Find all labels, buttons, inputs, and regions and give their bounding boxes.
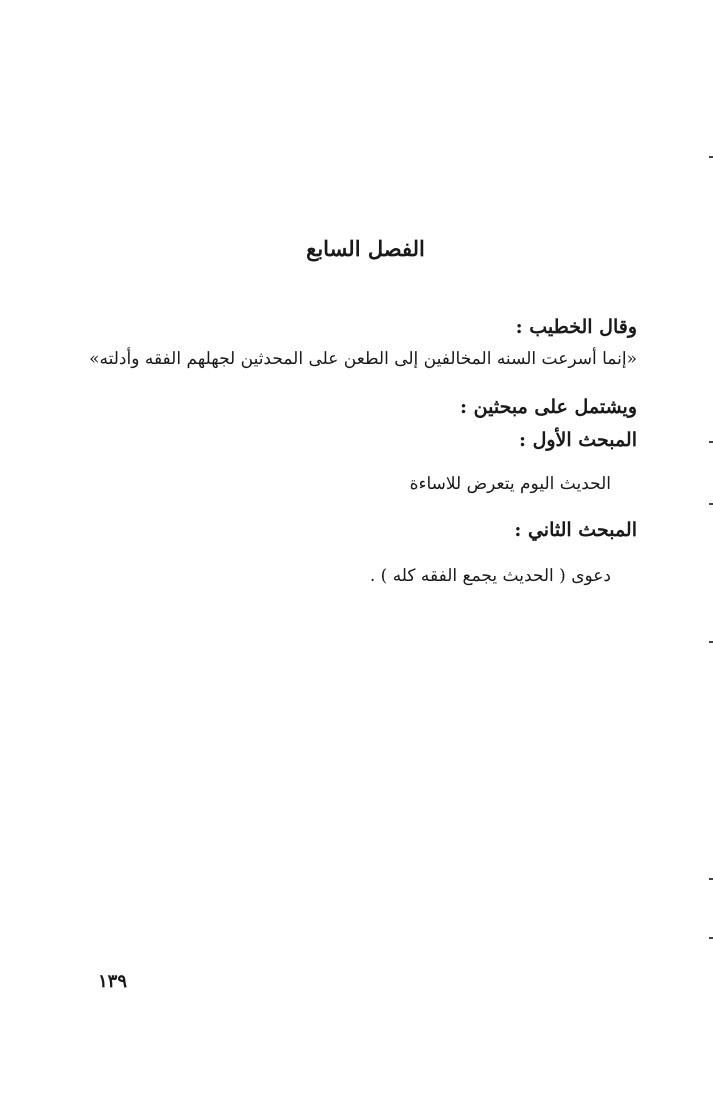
page-number: ١٣٩ xyxy=(98,971,128,992)
section-two-heading: المبحث الثاني : xyxy=(514,519,637,541)
scan-edge-mark xyxy=(709,441,713,443)
contains-heading: ويشتمل على مبحثين : xyxy=(460,396,637,418)
section-two-text: دعوى ( الحديث يجمع الفقه كله ) . xyxy=(369,566,611,586)
scan-edge-mark xyxy=(709,878,713,880)
intro-heading: وقال الخطيب : xyxy=(515,316,637,338)
scan-edge-mark xyxy=(709,503,713,505)
scan-edge-mark xyxy=(709,937,713,939)
quote-text: «إنما أسرعت السنه المخالفين إلى الطعن على المحدثين لجهلهم الفقه وأدلته» xyxy=(89,349,637,369)
section-one-text: الحديث اليوم يتعرض للاساءة xyxy=(409,474,611,494)
section-one-heading: المبحث الأول : xyxy=(518,429,637,451)
scan-edge-mark xyxy=(709,641,713,643)
scan-edge-mark xyxy=(709,156,713,158)
chapter-title: الفصل السابع xyxy=(306,236,425,261)
